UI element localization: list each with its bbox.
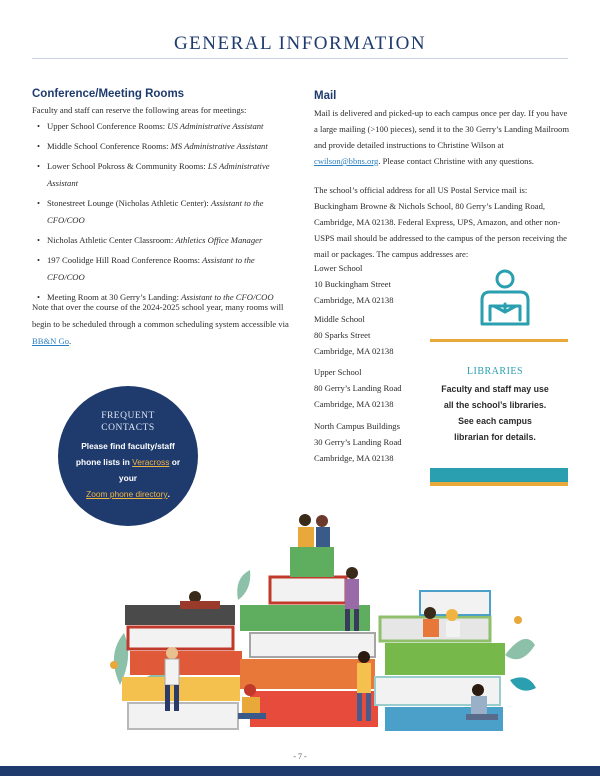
list-item bbox=[32, 158, 294, 192]
reader-figure bbox=[298, 514, 330, 547]
title-divider bbox=[32, 58, 568, 59]
page-title: GENERAL INFORMATION bbox=[173, 33, 427, 54]
conference-intro: Faculty and staff can reserve the following areas for meetings: bbox=[32, 105, 247, 115]
room-contact: Assistant to the CFO/COO bbox=[181, 292, 274, 302]
email-link[interactable]: cwilson@bbns.org bbox=[314, 156, 379, 166]
reader-figure bbox=[180, 591, 220, 609]
zoom-directory-link[interactable]: Zoom phone directory bbox=[86, 489, 168, 499]
campus-street: 80 Sparks Street bbox=[314, 330, 371, 340]
room-name: Nicholas Athletic Center Classroom: bbox=[47, 235, 176, 245]
campus-city: Cambridge, MA 02138 bbox=[314, 453, 394, 463]
room-contact: US Administrative Assistant bbox=[167, 121, 264, 131]
room-name: Lower School Pokross & Community Rooms: bbox=[47, 161, 208, 171]
scheduling-note bbox=[32, 299, 294, 350]
campus-street: 80 Gerry’s Landing Road bbox=[314, 383, 402, 393]
mail-paragraph bbox=[314, 105, 570, 169]
list-item bbox=[32, 252, 294, 286]
footer-bar bbox=[0, 766, 600, 776]
mail-text: Mail is delivered and picked-up to each campus once per day. If you have a large mailing (>100 pieces), send it to the 30 Gerry’s Landing Mailroom and provide detailed instructions to Christine Wilson at bbox=[314, 108, 570, 150]
room-name: Meeting Room at 30 Gerry’s Landing: bbox=[47, 292, 182, 302]
contacts-text-start: Please find faculty/staff phone lists in bbox=[75, 441, 175, 467]
list-item bbox=[32, 195, 294, 229]
campus-address bbox=[314, 418, 434, 466]
note-end: . bbox=[69, 336, 72, 346]
bullet-icon: • bbox=[37, 141, 41, 151]
contacts-title bbox=[58, 410, 198, 434]
contacts-text bbox=[68, 438, 188, 502]
room-name: Upper School Conference Rooms: bbox=[47, 121, 168, 131]
campus-address bbox=[314, 364, 434, 412]
mail-text-end: . Please contact Christine with any questions. bbox=[378, 156, 534, 166]
campus-street: 10 Buckingham Street bbox=[314, 279, 391, 289]
bullet-icon: • bbox=[37, 198, 41, 208]
list-item bbox=[32, 232, 294, 249]
bullet-icon: • bbox=[37, 121, 41, 131]
conference-room-list bbox=[32, 118, 294, 309]
book-stack-illustration bbox=[100, 505, 540, 735]
contacts-title-line: FREQUENT bbox=[101, 411, 155, 421]
campus-street: 30 Gerry’s Landing Road bbox=[314, 437, 402, 447]
campus-name: Upper School bbox=[314, 367, 362, 377]
libraries-divider bbox=[430, 339, 568, 342]
room-name: Stonestreet Lounge (Nicholas Athletic Center): bbox=[47, 198, 211, 208]
note-text: Note that over the course of the 2024-2025 school year, many rooms will begin to be scheduled through a common scheduling system accessible via bbox=[32, 302, 289, 329]
list-item bbox=[32, 118, 294, 135]
campus-name: Lower School bbox=[314, 263, 363, 273]
bullet-icon: • bbox=[37, 292, 41, 302]
contacts-title-line: CONTACTS bbox=[101, 423, 155, 433]
campus-name: Middle School bbox=[314, 314, 365, 324]
room-name: 197 Coolidge Hill Road Conference Rooms: bbox=[47, 255, 203, 265]
bullet-icon: • bbox=[37, 161, 41, 171]
libraries-text: Faculty and staff may use all the school’s libraries. See each campus librarian for details. bbox=[441, 384, 549, 442]
campus-name: North Campus Buildings bbox=[314, 421, 400, 431]
reader-in-armchair-icon bbox=[470, 262, 540, 332]
room-name: Middle School Conference Rooms: bbox=[47, 141, 171, 151]
mail-heading: Mail bbox=[314, 90, 337, 102]
conference-heading: Conference/Meeting Rooms bbox=[32, 88, 185, 100]
campus-city: Cambridge, MA 02138 bbox=[314, 346, 394, 356]
campus-city: Cambridge, MA 02138 bbox=[314, 295, 394, 305]
libraries-band bbox=[430, 468, 568, 482]
room-contact: MS Administrative Assistant bbox=[170, 141, 268, 151]
contacts-text-end: . bbox=[167, 489, 170, 499]
book-stack-left bbox=[122, 605, 242, 729]
bbn-go-link[interactable]: BB&N Go bbox=[32, 336, 70, 346]
campus-address bbox=[314, 260, 434, 308]
room-contact: Assistant to the CFO/COO bbox=[47, 198, 264, 225]
page-number: - 7 - bbox=[293, 752, 307, 761]
room-contact: Assistant to the CFO/COO bbox=[47, 255, 255, 282]
libraries-band-accent bbox=[430, 482, 568, 486]
contacts-text-mid: or your bbox=[118, 457, 181, 483]
veracross-link[interactable]: Veracross bbox=[132, 457, 170, 467]
list-item bbox=[32, 138, 294, 155]
campus-address bbox=[314, 311, 434, 359]
bullet-icon: • bbox=[37, 255, 41, 265]
room-contact: LS Administrative Assistant bbox=[47, 161, 270, 188]
campus-city: Cambridge, MA 02138 bbox=[314, 399, 394, 409]
libraries-title: LIBRARIES bbox=[466, 366, 524, 377]
bullet-icon: • bbox=[37, 235, 41, 245]
mail-address-paragraph: The school’s official address for all US Postal Service mail is: Buckingham Browne & Nichols School, 80 Gerry’s Landing Road, Cambridge, MA 02138. Federal Express, UPS, Amazon, and other non-USPS mail should be addressed to the campus of the person receiving the mail or packages. The campus addresses are: bbox=[314, 185, 567, 259]
room-contact: Athletics Office Manager bbox=[175, 235, 263, 245]
